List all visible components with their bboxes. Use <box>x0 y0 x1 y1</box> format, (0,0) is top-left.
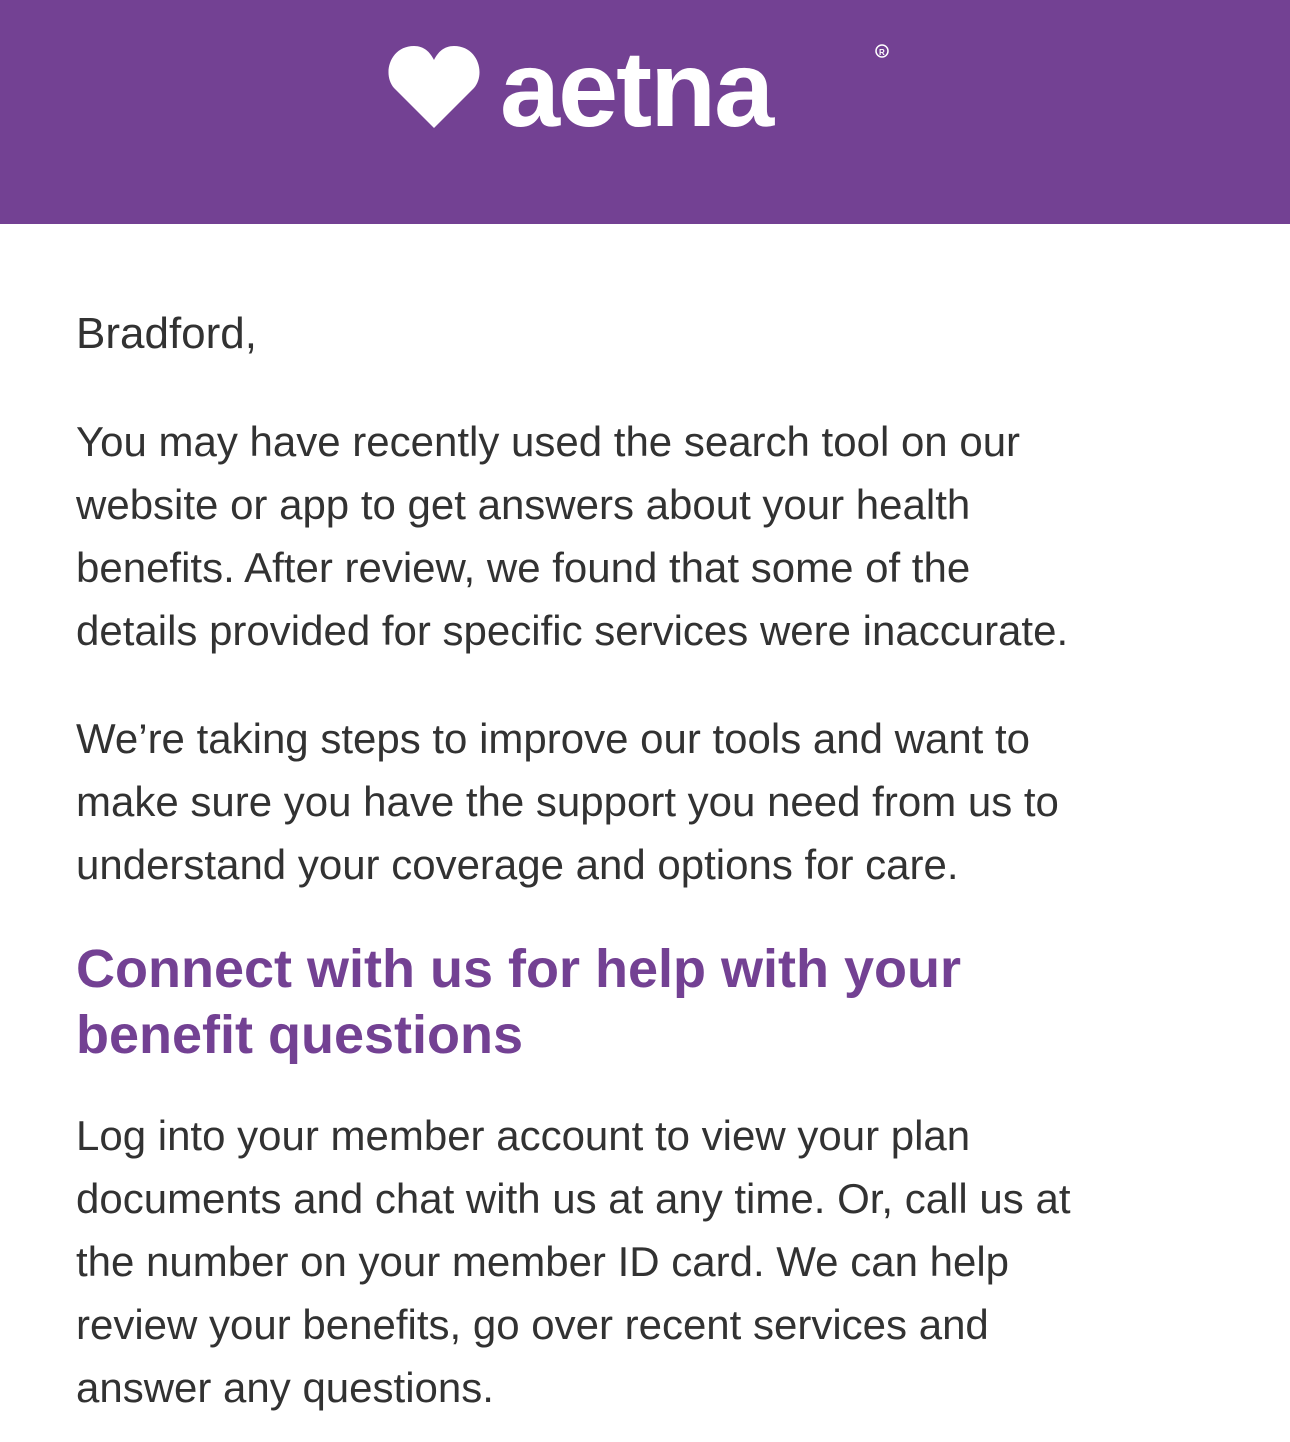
heading-line: benefit questions <box>76 1005 524 1065</box>
paragraph-line: documents and chat with us at any time. Or, call us at <box>76 1175 1071 1222</box>
paragraph-line: We’re taking steps to improve our tools and want to <box>76 715 1031 762</box>
paragraph-line: benefits. After review, we found that some of the <box>76 544 971 591</box>
heading-line: Connect with us for help with your <box>76 939 961 999</box>
paragraph-contact-info <box>76 1104 1216 1419</box>
paragraph-line: website or app to get answers about your health <box>76 481 971 528</box>
paragraph-line: Log into your member account to view your plan <box>76 1112 971 1159</box>
paragraph-line: details provided for specific services were inaccurate. <box>76 607 1069 654</box>
heart-icon <box>388 46 479 128</box>
svg-text:aetna: aetna <box>500 38 773 130</box>
section-heading <box>76 936 1116 1068</box>
greeting: Bradford, <box>76 309 257 358</box>
paragraph-line: answer any questions. <box>76 1364 494 1411</box>
paragraph-line: review your benefits, go over recent services and <box>76 1301 989 1348</box>
paragraph-line: You may have recently used the search tool on our <box>76 418 1021 465</box>
email-header <box>0 0 1290 224</box>
paragraph-search-tool-notice <box>76 410 1216 662</box>
paragraph-line: understand your coverage and options for care. <box>76 841 959 888</box>
svg-text:R: R <box>879 48 885 57</box>
aetna-logo <box>388 38 894 130</box>
paragraph-line: make sure you have the support you need from us to <box>76 778 1059 825</box>
paragraph-improvement-steps <box>76 707 1216 896</box>
paragraph-line: the number on your member ID card. We can help <box>76 1238 1010 1285</box>
